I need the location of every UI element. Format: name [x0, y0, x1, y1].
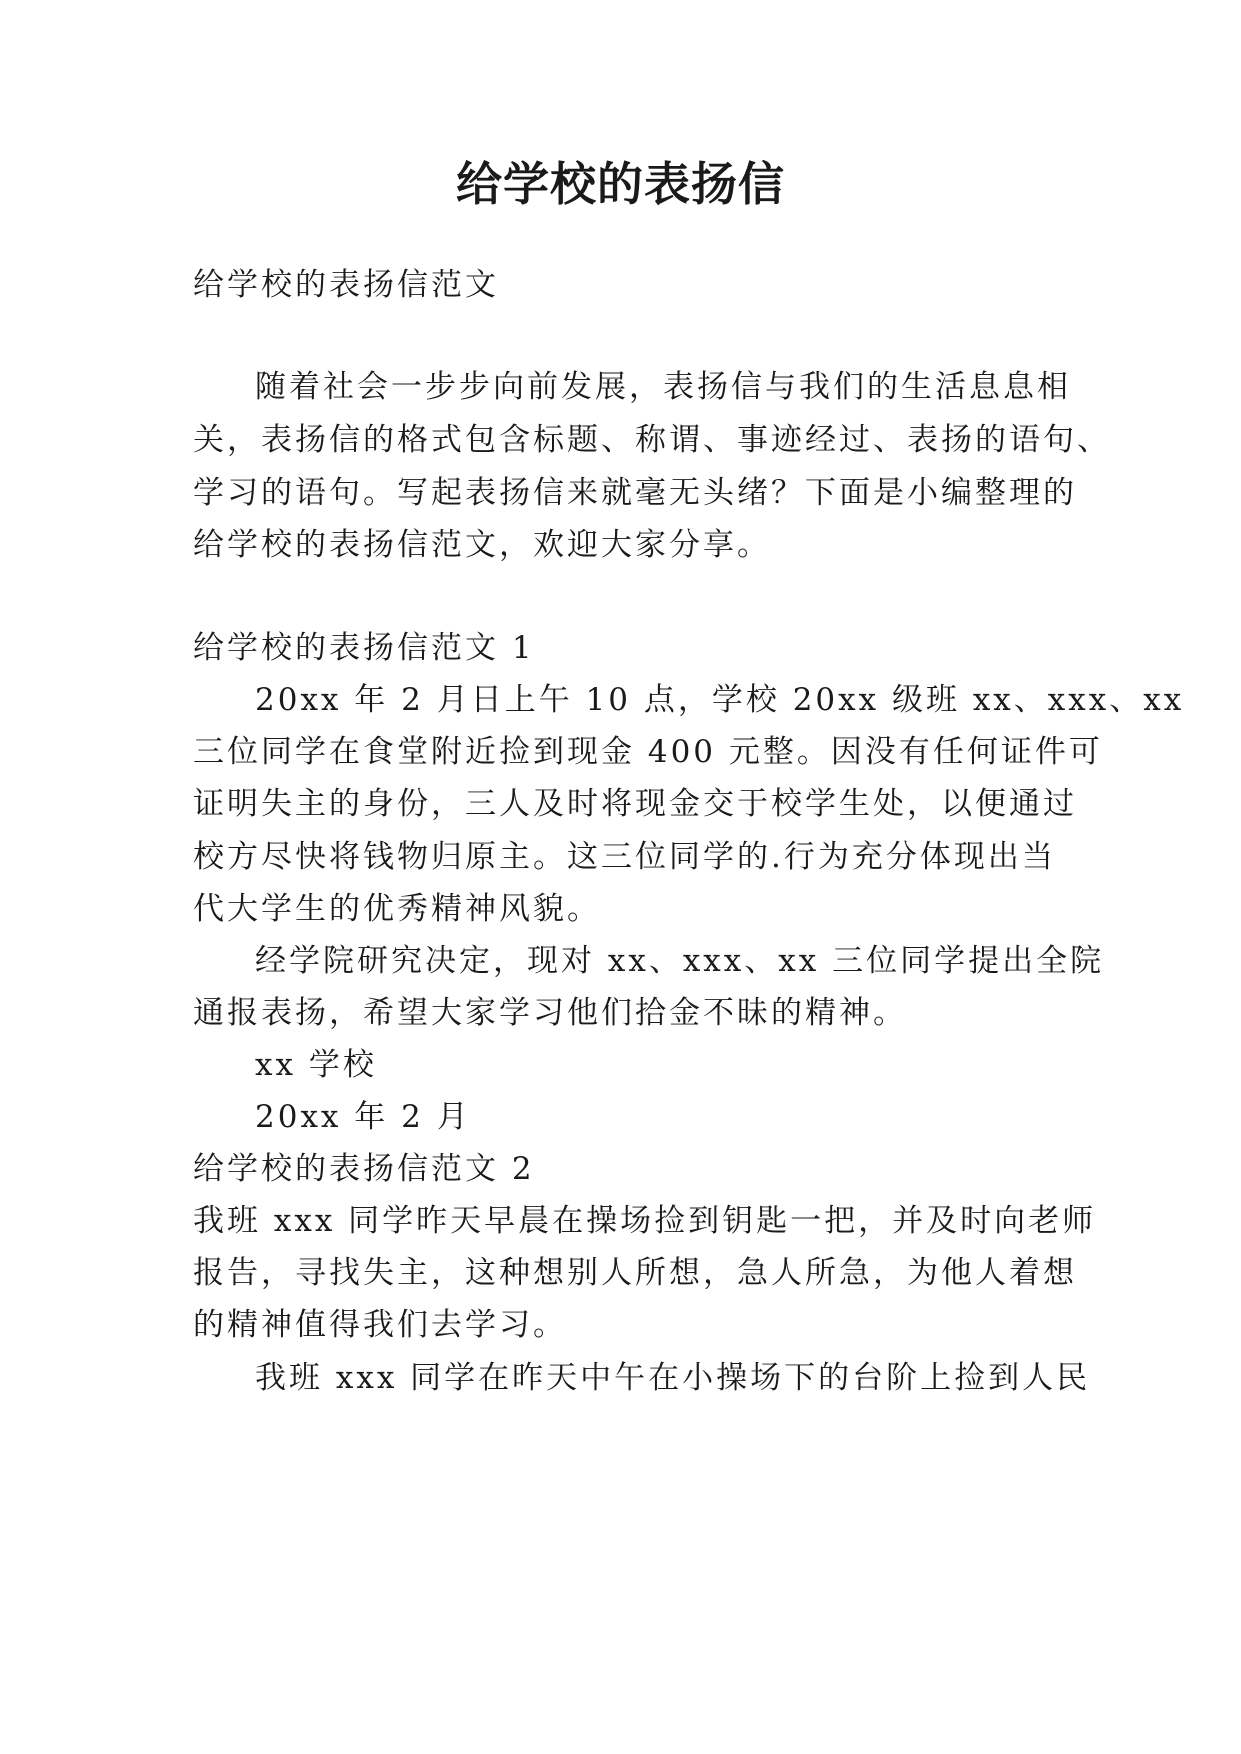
intro-line-1: 随着社会一步步向前发展，表扬信与我们的生活息息相	[255, 369, 1071, 405]
section2-para1-line-2: 报告，寻找失主，这种想别人所想，急人所急，为他人着想	[193, 1255, 1077, 1291]
section1-para1-line-4: 校方尽快将钱物归原主。这三位同学的.行为充分体现出当	[193, 839, 1056, 875]
section1-para1-line-5: 代大学生的优秀精神风貌。	[193, 891, 601, 927]
section1-signature: xx 学校	[255, 1047, 377, 1083]
section1-para1-line-3: 证明失主的身份，三人及时将现金交于校学生处，以便通过	[193, 786, 1077, 822]
document-subtitle: 给学校的表扬信范文	[193, 267, 499, 303]
intro-line-4: 给学校的表扬信范文，欢迎大家分享。	[193, 527, 771, 563]
intro-line-3: 学习的语句。写起表扬信来就毫无头绪？下面是小编整理的	[193, 475, 1077, 511]
section1-para2-line-2: 通报表扬，希望大家学习他们拾金不昧的精神。	[193, 995, 907, 1031]
section1-heading: 给学校的表扬信范文 1	[193, 630, 535, 666]
section1-para1-line-2: 三位同学在食堂附近捡到现金 400 元整。因没有任何证件可	[193, 734, 1103, 770]
section1-date: 20xx 年 2 月	[255, 1099, 471, 1135]
section1-para1-line-1: 20xx 年 2 月日上午 10 点，学校 20xx 级班 xx、xxx、xx	[255, 682, 1185, 718]
section2-para1-line-1: 我班 xxx 同学昨天早晨在操场捡到钥匙一把，并及时向老师	[193, 1203, 1097, 1239]
intro-line-2: 关，表扬信的格式包含标题、称谓、事迹经过、表扬的语句、	[193, 422, 1111, 458]
section2-para2-line-1: 我班 xxx 同学在昨天中午在小操场下的台阶上捡到人民	[255, 1360, 1091, 1396]
section2-heading: 给学校的表扬信范文 2	[193, 1151, 535, 1187]
document-title: 给学校的表扬信	[456, 157, 785, 211]
section1-para2-line-1: 经学院研究决定，现对 xx、xxx、xx 三位同学提出全院	[255, 943, 1105, 979]
section2-para1-line-3: 的精神值得我们去学习。	[193, 1307, 567, 1343]
